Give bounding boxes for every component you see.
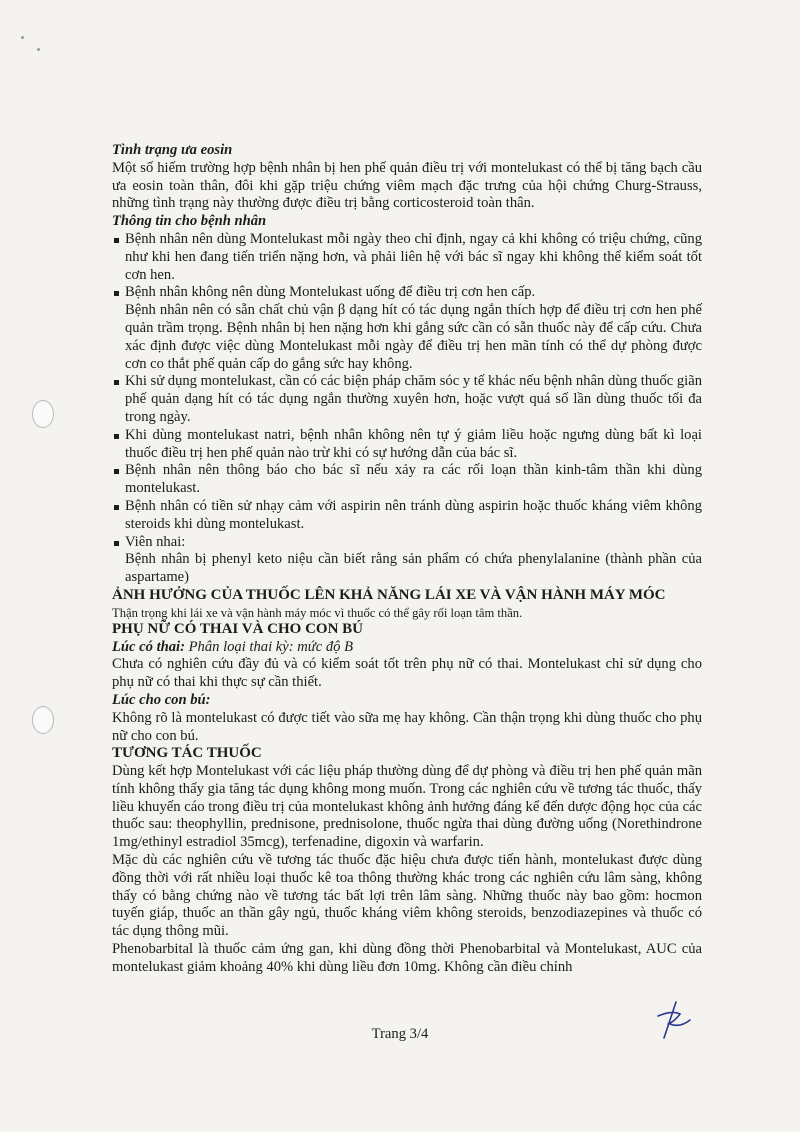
list-item: Bệnh nhân nên thông báo cho bác sĩ nếu xảy ra các rối loạn thần kinh-tâm thần khi dùng montelukast. <box>112 462 702 498</box>
eosin-paragraph: Một số hiếm trường hợp bệnh nhân bị hen phế quản điều trị với montelukast có thể bị tăng bạch cầu ưa eosin toàn thân, đôi khi gặp triệu chứng viêm mạch đặc trưng của hội chứng Churg-Strauss, những tình trạng này thường được điều trị bằng corticosteroid toàn thân. <box>112 159 702 212</box>
punch-hole-bottom <box>32 706 54 734</box>
patient-info-list <box>112 231 702 302</box>
interaction-paragraph-2: Mặc dù các nghiên cứu về tương tác thuốc đặc hiệu chưa được tiến hành, montelukast được dùng đồng thời với rất nhiều loại thuốc kê toa thông thường khác trong các nghiên cứu lâm sàng, không thấy có bằng chứng nào về tương tác bất lợi trên lâm sàng. Những thuốc này bao gồm: hocmon tuyến giáp, thuốc an thần gây ngủ, thuốc kháng viêm không steroids, benzodiazepines và thuốc có tác dụng thông mũi. <box>112 852 702 940</box>
list-item: Viên nhai: <box>112 534 702 552</box>
patient-info-heading: Thông tin cho bệnh nhân <box>112 213 267 230</box>
driving-paragraph: Thận trọng khi lái xe và vận hành máy móc vì thuốc có thể gây rối loạn tâm thần. <box>112 605 523 620</box>
scan-speck <box>21 36 24 39</box>
list-item: Khi sử dụng montelukast, cần có các biện pháp chăm sóc y tế khác nếu bệnh nhân dùng thuốc giãn phế quản dạng hít có tác dụng ngắn thường xuyên hơn, hoặc vượt quá số lần dùng thuốc tối đa trong ngày. <box>112 373 702 426</box>
page-number: Trang 3/4 <box>371 1026 429 1042</box>
patient-info-list-b <box>112 373 702 551</box>
pregnant-label: Lúc có thai: <box>112 638 185 655</box>
interaction-heading: TƯƠNG TÁC THUỐC <box>112 745 262 762</box>
pregnant-paragraph: Chưa có nghiên cứu đầy đủ và có kiểm soát tốt trên phụ nữ có thai. Montelukast chỉ sử dụng cho phụ nữ có thai khi thực sự cần thiết. <box>112 656 702 691</box>
document-body <box>112 142 702 977</box>
nursing-subheading: Lúc cho con bú: <box>112 691 211 708</box>
eosin-heading: Tình trạng ưa eosin <box>112 142 233 158</box>
list-item: Bệnh nhân có tiền sử nhạy cảm với aspirin nên tránh dùng aspirin hoặc thuốc kháng viêm không steroids khi dùng montelukast. <box>112 498 702 534</box>
interaction-paragraph-1: Dùng kết hợp Montelukast với các liệu pháp thường dùng để dự phòng và điều trị hen phế quản mãn tính không thấy gia tăng tác dụng không mong muốn. Trong các nghiên cứu về tương tác thuốc, thấy liều khuyến cáo trong điều trị của montelukast không ảnh hưởng đáng kể đến dược động học của các thuốc sau: theophyllin, prednisone, prednisolone, thuốc ngừa thai dùng đường uống (Norethindrone 1mg/ethinyl estradiol 35mcg), terfenadine, digoxin và warfarin. <box>112 763 702 851</box>
list-item: Khi dùng montelukast natri, bệnh nhân không nên tự ý giảm liều hoặc ngưng dùng bất kì loại thuốc điều trị hen phế quản nào trừ khi có sự hướng dẫn của bác sĩ. <box>112 427 702 463</box>
list-item-continuation: Bệnh nhân nên có sẵn chất chủ vận β dạng hít có tác dụng ngắn thích hợp để điều trị cơn hen phế quản trầm trọng. Bệnh nhân bị hen nặng hơn khi gắng sức cần có sẵn thuốc này để cấp cứu. Chưa xác định được việc dùng Montelukast mỗi ngày để điều trị hen mãn tính có thể dự phòng được cơn co thắt phế quản cấp do gắng sức hay không. <box>125 302 702 372</box>
pregnancy-heading: PHỤ NỮ CÓ THAI VÀ CHO CON BÚ <box>112 620 363 637</box>
punch-hole-top <box>32 400 54 428</box>
nursing-paragraph: Không rõ là montelukast có được tiết vào sữa mẹ hay không. Cần thận trọng khi dùng thuốc cho phụ nữ cho con bú. <box>112 709 702 744</box>
driving-heading: ẢNH HƯỞNG CỦA THUỐC LÊN KHẢ NĂNG LÁI XE VÀ VẬN HÀNH MÁY MÓC <box>112 586 666 603</box>
list-item: Bệnh nhân nên dùng Montelukast mỗi ngày theo chỉ định, ngay cả khi không có triệu chứng, cũng như khi hen đang tiến triển nặng hơn, và phải liên hệ với bác sĩ ngay khi không thể kiểm soát tốt cơn hen. <box>112 231 702 284</box>
pregnant-subheading <box>112 639 702 657</box>
chewable-note: Bệnh nhân bị phenyl keto niệu cần biết rằng sản phẩm có chứa phenylalanine (thành phần của aspartame) <box>125 551 702 586</box>
pregnancy-category: Phân loại thai kỳ: mức độ B <box>188 638 354 655</box>
interaction-paragraph-3: Phenobarbital là thuốc cảm ứng gan, khi dùng đồng thời Phenobarbital và Montelukast, AUC của montelukast giảm khoảng 40% khi dùng liều đơn 10mg. Không cần điều chỉnh <box>112 941 702 975</box>
list-item: Bệnh nhân không nên dùng Montelukast uống để điều trị cơn hen cấp. <box>112 284 702 302</box>
scan-speck <box>37 48 40 51</box>
